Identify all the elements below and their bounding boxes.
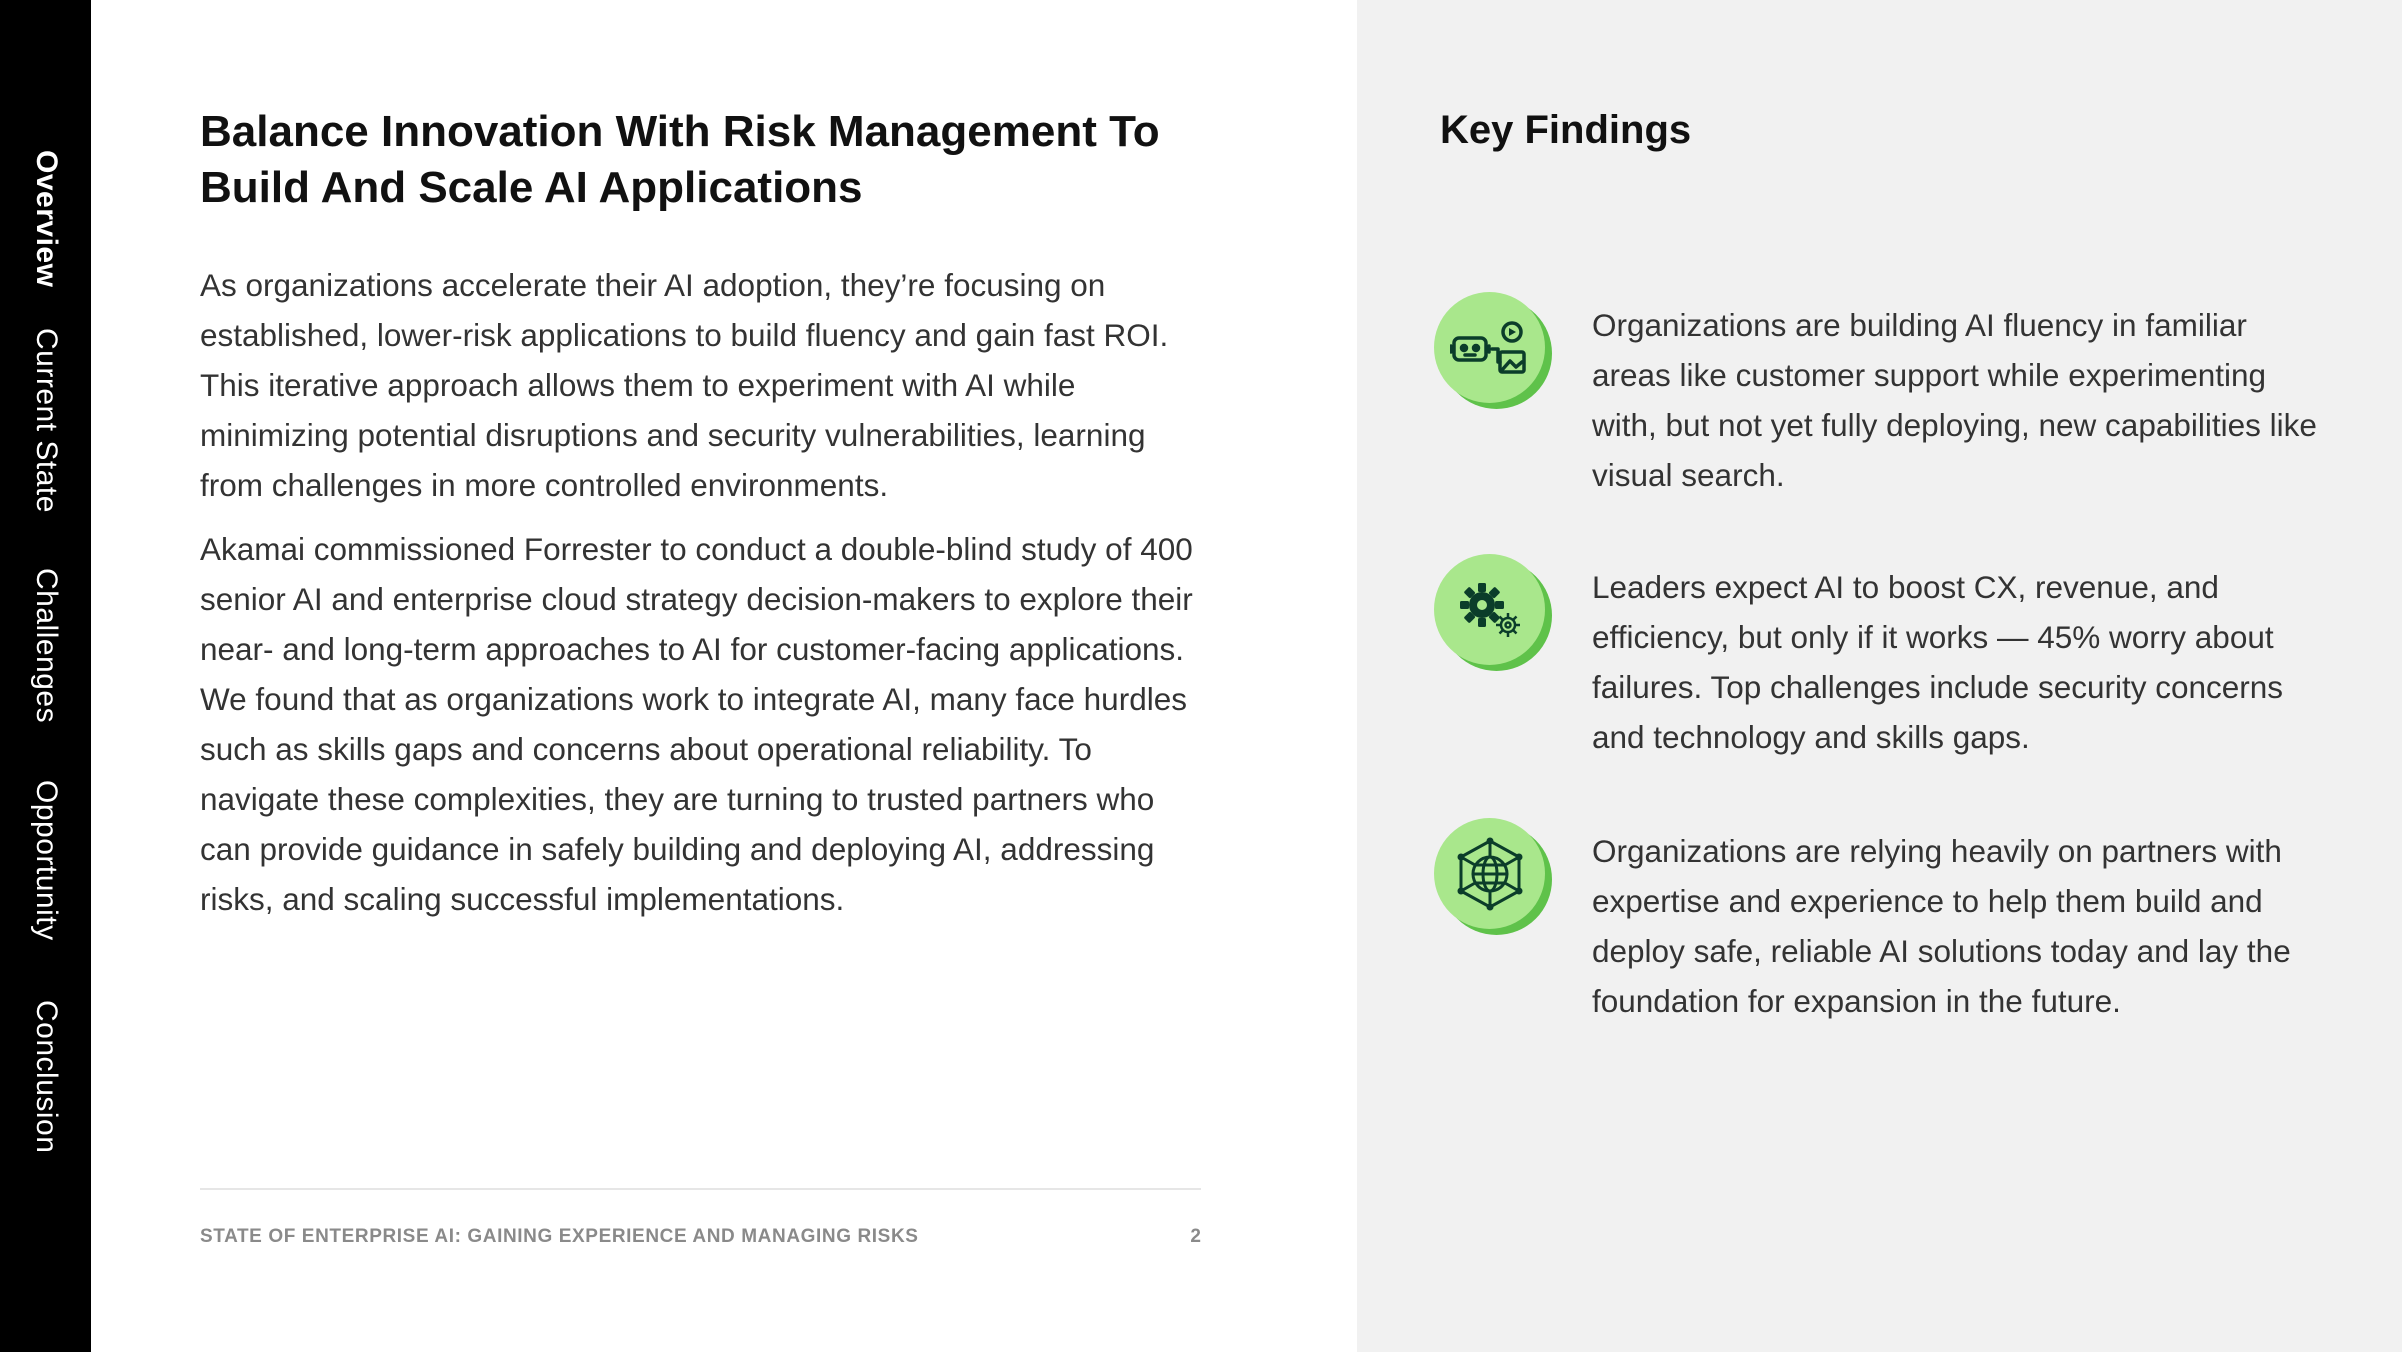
key-findings-panel bbox=[1357, 0, 2402, 1352]
nav-item-conclusion[interactable]: Conclusion bbox=[30, 1000, 63, 1154]
study-paragraph: Akamai commissioned Forrester to conduct a double-blind study of 400 senior AI and enterprise cloud strategy decision-makers to explore their near- and long-term approaches to AI for customer-facing applications. We found that as organizations work to integrate AI, many face hurdles such as skills gaps and concerns about operational reliability. To navigate these complexities, they are turning to trusted partners who can provide guidance in safely building and deploying AI, addressing risks, and scaling successful implementations. bbox=[200, 531, 1193, 917]
network-globe-icon bbox=[1434, 818, 1545, 929]
finding-text: Organizations are relying heavily on partners with expertise and experience to help them build and deploy safe, reliable AI solutions today and lay the foundation for expansion in the future. bbox=[1592, 833, 2291, 1019]
nav-item-overview[interactable]: Overview bbox=[30, 150, 63, 288]
intro-paragraph: As organizations accelerate their AI adoption, they’re focusing on established, lower-risk applications to build fluency and gain fast ROI. This iterative approach allows them to experiment with AI while minimizing potential disruptions and security vulnerabilities, learning from challenges in more controlled environments. bbox=[200, 267, 1169, 503]
finding-text: Organizations are building AI fluency in familiar areas like customer support while experimenting with, but not yet fully deploying, new capabilities like visual search. bbox=[1592, 307, 2317, 493]
nav-item-current-state[interactable]: Current State bbox=[30, 328, 63, 513]
finding-text: Leaders expect AI to boost CX, revenue, and efficiency, but only if it works — 45% worry about failures. Top challenges include security concerns and technology and skills gaps. bbox=[1592, 569, 2284, 755]
key-findings-title: Key Findings bbox=[1440, 108, 1692, 152]
ai-robot-media-icon bbox=[1434, 292, 1545, 403]
gears-icon bbox=[1434, 554, 1545, 665]
nav-item-opportunity[interactable]: Opportunity bbox=[30, 780, 63, 941]
page-title: Balance Innovation With Risk Management To Build And Scale AI Applications bbox=[200, 107, 1160, 212]
section-nav bbox=[0, 0, 91, 1352]
page-number: 2 bbox=[1190, 1226, 1201, 1247]
nav-item-challenges[interactable]: Challenges bbox=[30, 568, 63, 724]
footer-divider bbox=[200, 1188, 1201, 1190]
footer-report-title: STATE OF ENTERPRISE AI: GAINING EXPERIENCE AND MANAGING RISKS bbox=[200, 1226, 919, 1247]
main-content bbox=[200, 0, 1201, 1352]
